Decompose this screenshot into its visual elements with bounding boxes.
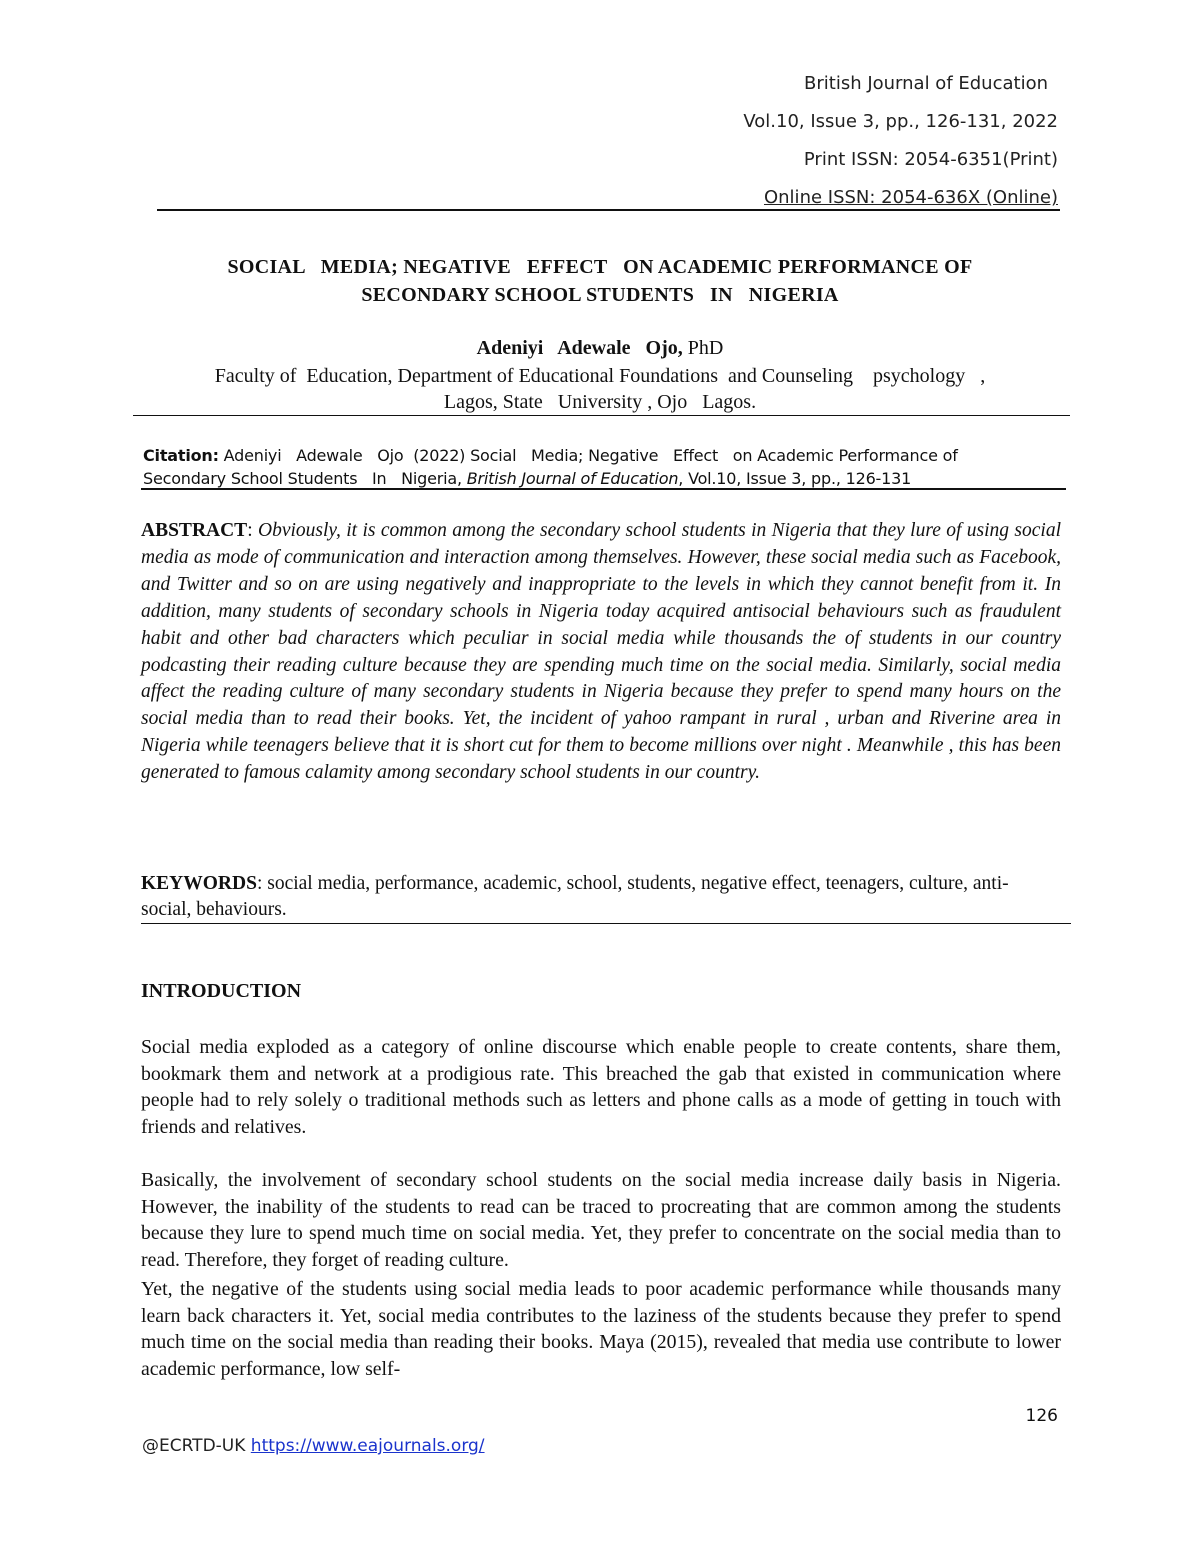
- keywords-label: KEYWORDS: [141, 873, 257, 894]
- paper-title-line-2: SECONDARY SCHOOL STUDENTS IN NIGERIA: [361, 284, 839, 306]
- author-name: Adeniyi Adewale Ojo,: [476, 337, 683, 359]
- page-number: 126: [1025, 1406, 1058, 1426]
- footer: [142, 1436, 485, 1456]
- affiliation-line-1: Faculty of Education, Department of Educational Foundations and Counseling psychology ,: [214, 365, 986, 387]
- online-issn: Online ISSN: 2054-636X (Online): [763, 187, 1058, 208]
- journal-name: British Journal of Education: [804, 73, 1048, 94]
- author-line: [130, 337, 1070, 360]
- citation-line-2: [143, 467, 1073, 490]
- affiliation-rule: [133, 415, 1070, 416]
- introduction-paragraph-2a: Basically, the involvement of secondary school students on the social media increase daily basis in Nigeria. However, the inability of the students to read can be traced to procreating that are common among the students because they lure to spend much time on social media. Yet, they prefer to concentrate on the social media than to read. Therefore, they forget of reading culture.: [141, 1169, 1061, 1271]
- footer-link[interactable]: https://www.eajournals.org/: [250, 1436, 485, 1456]
- header-rule: [157, 209, 1060, 211]
- keywords-text: : social media, performance, academic, school, students, negative effect, teenagers, culture, anti- social, behaviours.: [141, 873, 1009, 920]
- citation-label: Citation:: [143, 446, 219, 465]
- citation-text-2a: Secondary School Students In Nigeria,: [143, 469, 467, 488]
- citation-text: Adeniyi Adewale Ojo (2022) Social Media; Negative Effect on Academic Performance of: [218, 446, 958, 465]
- author-degree: PhD: [687, 337, 724, 359]
- print-issn: Print ISSN: 2054-6351(Print): [803, 149, 1058, 170]
- introduction-paragraph-1: Social media exploded as a category of online discourse which enable people to create contents, share them, bookmark them and network at a prodigious rate. This breached the gab that existed in communication where people had to rely solely o traditional methods such as letters and phone calls as a mode of getting in touch with friends and relatives.: [141, 1036, 1061, 1138]
- keywords-rule: [141, 923, 1071, 924]
- abstract-text: Obviously, it is common among the secondary school students in Nigeria that they lure of using social media as mode of communication and interaction among themselves. However, these social media such as Facebook, and Twitter and so on are using negatively and inappropriate to the levels in which they cannot benefit from it. In addition, many students of secondary schools in Nigeria today acquired antisocial behaviours such as fraudulent habit and other bad characters which peculiar in social media while thousands the of students in our country podcasting their reading culture because they are spending much time on the social media. Similarly, social media affect the reading culture of many secondary students in Nigeria because they prefer to spend many hours on the social media than to read their books. Yet, the incident of yahoo rampant in rural , urban and Riverine area in Nigeria while teenagers believe that it is short cut for them to become millions over night . Meanwhile , this has been generated to famous calamity among secondary school students in our country.: [141, 520, 1061, 784]
- introduction-heading: INTRODUCTION: [141, 980, 302, 1002]
- affiliation-line-2: Lagos, State University , Ojo Lagos.: [443, 391, 757, 413]
- paper-title-line-1: SOCIAL MEDIA; NEGATIVE EFFECT ON ACADEMIC PERFORMANCE OF: [227, 256, 973, 278]
- keywords: [141, 871, 1061, 923]
- abstract-label: ABSTRACT: [141, 520, 248, 541]
- citation-rule: [141, 488, 1066, 490]
- citation-line-1: [143, 444, 1073, 467]
- introduction-paragraph-2b: Yet, the negative of the students using social media leads to poor academic performance while thousands many learn back characters it. Yet, social media contributes to the laziness of the students because they prefer to spend much time on the social media than reading their books. Maya (2015), revealed that media use contribute to lower academic performance, low self-: [141, 1278, 1061, 1380]
- abstract-colon: :: [247, 520, 259, 541]
- footer-org: @ECRTD-UK: [142, 1436, 251, 1456]
- abstract: [141, 518, 1061, 787]
- citation-journal: British Journal of Education: [466, 469, 679, 488]
- volume-info: Vol.10, Issue 3, pp., 126-131, 2022: [743, 111, 1058, 132]
- citation-text-2b: , Vol.10, Issue 3, pp., 126-131: [678, 469, 912, 488]
